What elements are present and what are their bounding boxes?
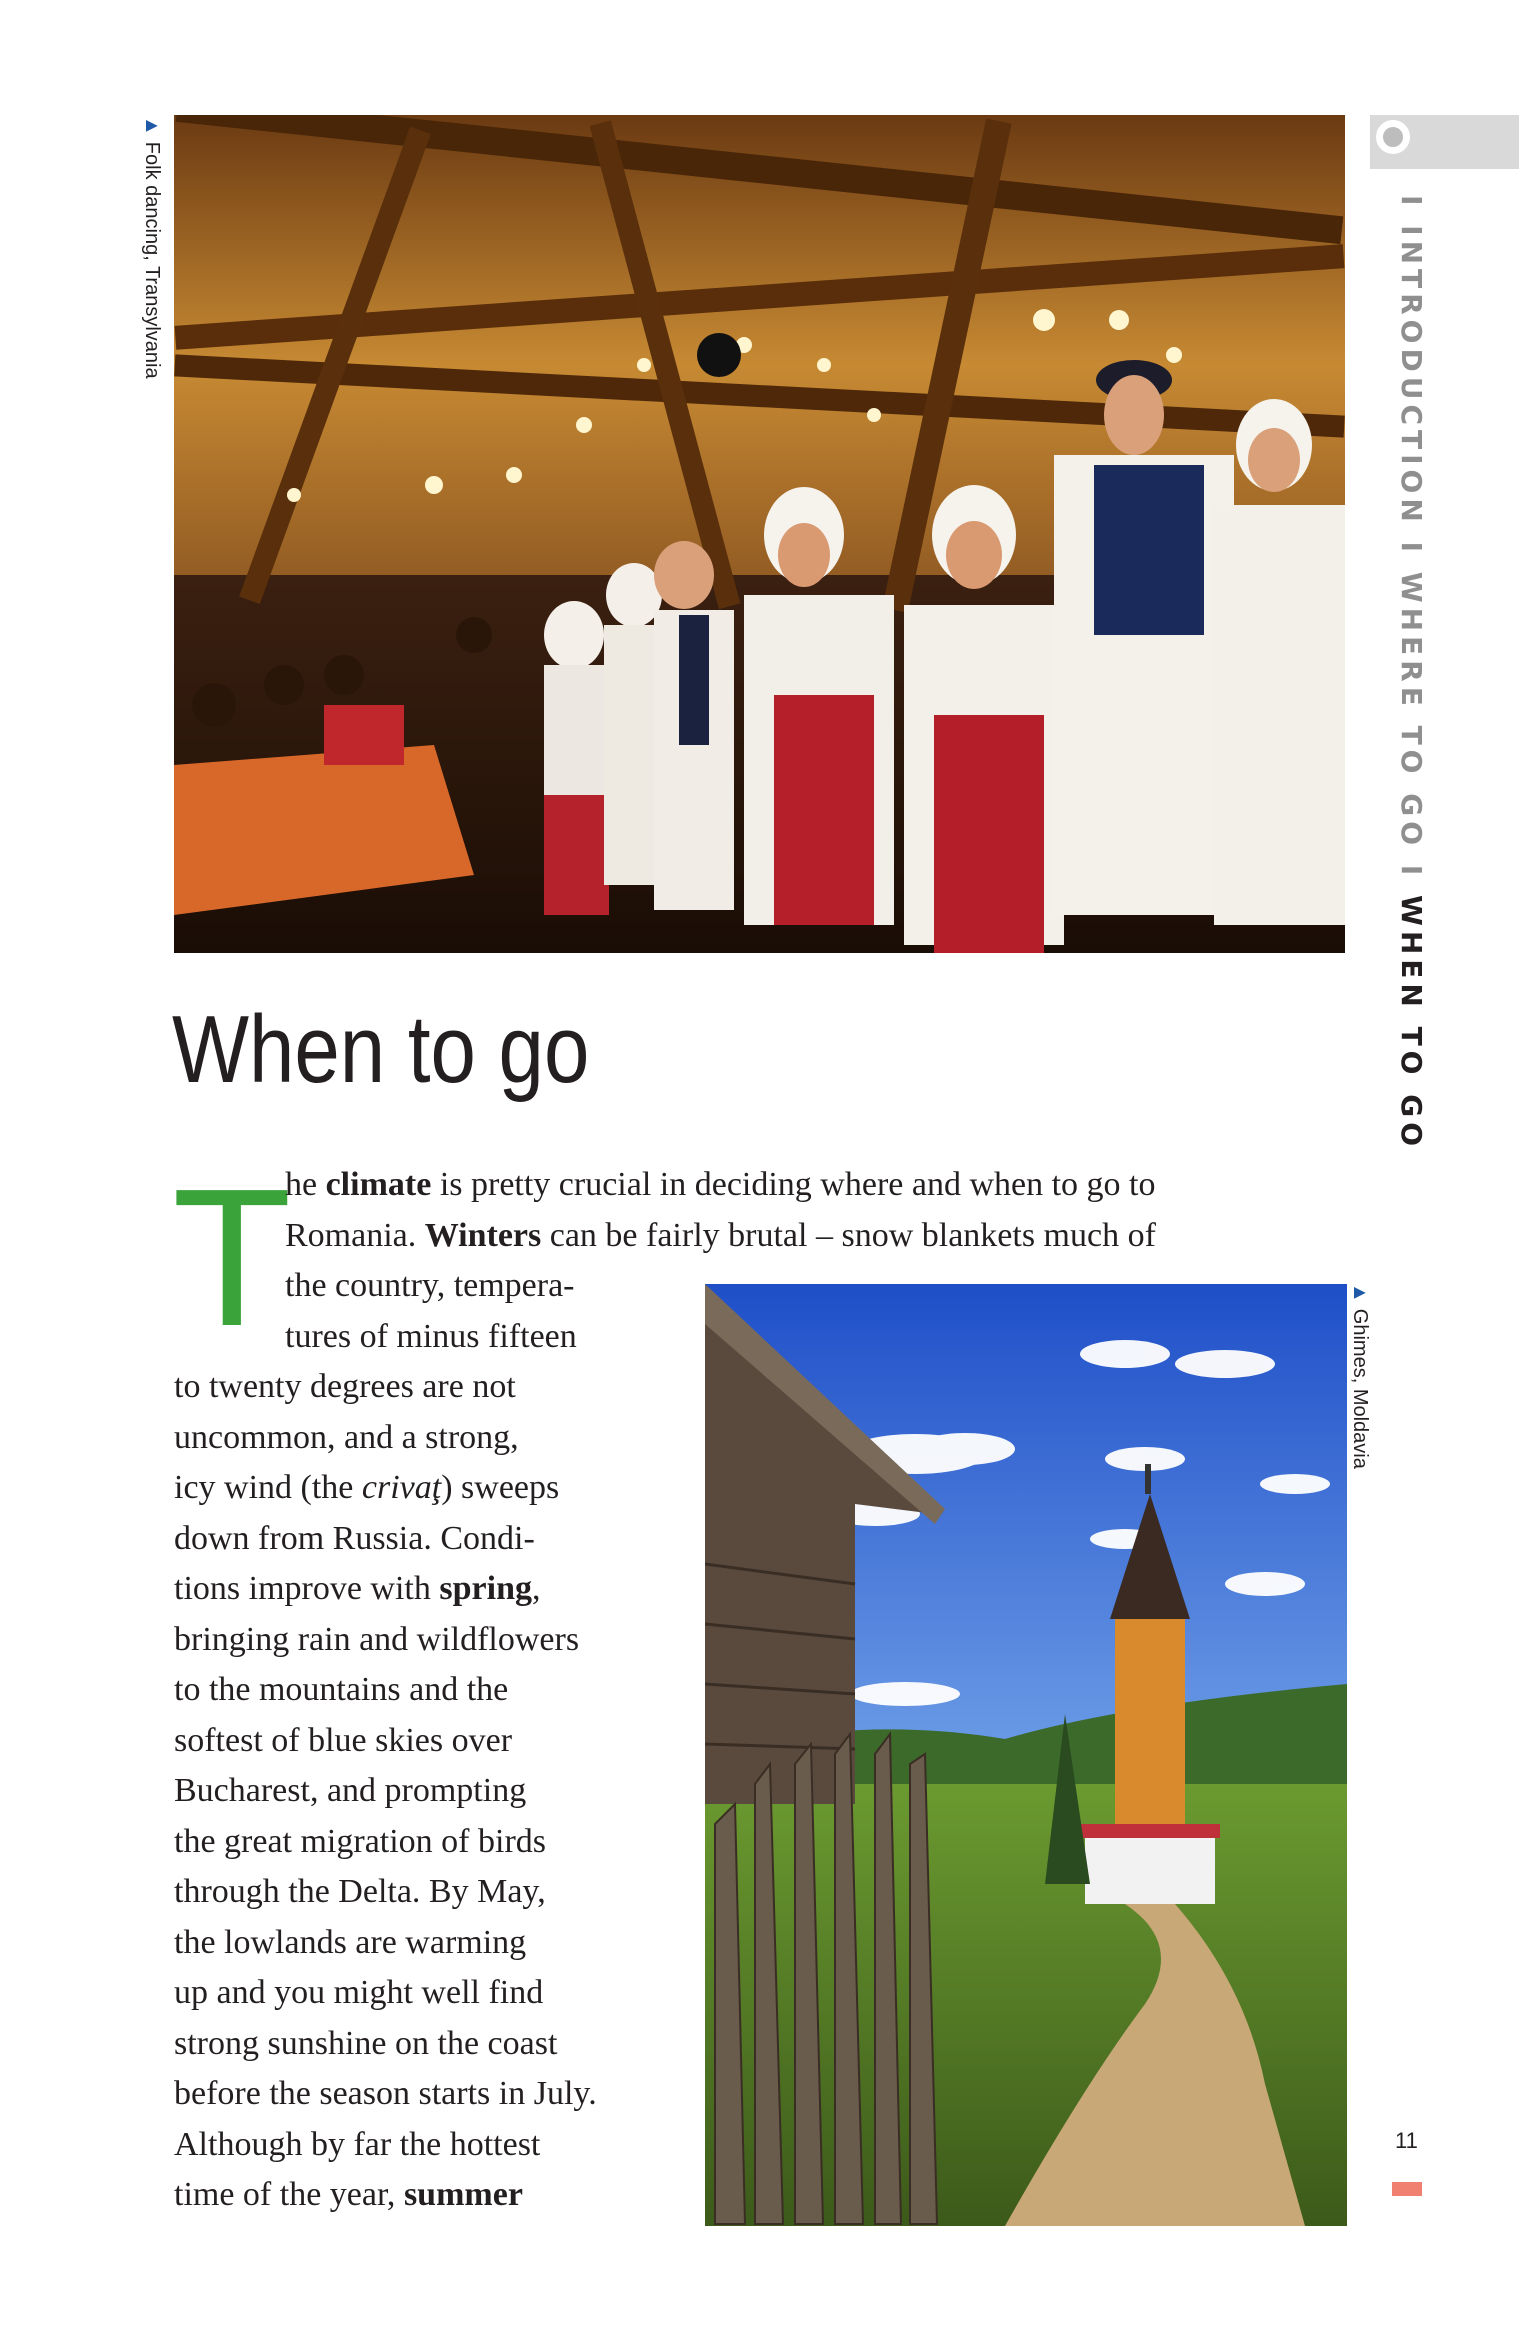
body-text-run: climate — [325, 1166, 432, 1203]
caption-triangle-icon: ▲ — [141, 116, 163, 136]
page-title: When to go — [172, 996, 590, 1103]
body-text-run: bringing rain and wildflowers — [174, 1620, 580, 1658]
body-text-run: spring — [439, 1570, 532, 1607]
body-text-run: icy wind (the — [174, 1469, 362, 1506]
body-text-run: tures of minus fifteen — [285, 1317, 577, 1355]
caption-top-text: Folk dancing, Transylvania — [141, 141, 163, 379]
caption-bottom — [1350, 1283, 1370, 1469]
body-text-run: Although by far the hottest — [174, 2125, 541, 2163]
body-line — [174, 2024, 637, 2062]
body-line — [174, 2178, 637, 2212]
body-text-run: summer — [403, 2176, 523, 2213]
body-line — [285, 1269, 637, 1303]
body-text-run: softest of blue skies over — [174, 1721, 513, 1759]
body-text-run: is pretty crucial in deciding where and when to go to — [431, 1166, 1156, 1203]
body-text-run: uncommon, and a strong, — [174, 1418, 519, 1456]
folk-dancing-photo — [174, 115, 1345, 953]
body-line — [174, 1976, 637, 2010]
body-text-run: down from Russia. Condi- — [174, 1519, 535, 1557]
ghimes-photo — [705, 1284, 1347, 2226]
body-text-run: up and you might well find — [174, 1974, 544, 2011]
running-header — [1395, 195, 1428, 1152]
body-line — [285, 1317, 637, 1355]
body-line — [174, 1418, 637, 1456]
body-text-run: to the mountains and the — [174, 1671, 509, 1708]
page-marker — [1392, 2182, 1422, 2196]
body-text-run: Winters — [424, 1216, 542, 1254]
header-current: WHEN TO GO — [1395, 894, 1428, 1152]
drop-cap: T — [172, 1148, 292, 1367]
body-line — [174, 2125, 637, 2163]
body-line — [174, 1370, 637, 1404]
body-text-run: the great migration of birds — [174, 1822, 547, 1860]
caption-top — [142, 116, 162, 379]
caption-bottom-text: Ghimes, Moldavia — [1349, 1308, 1371, 1469]
page-number: 11 — [1395, 2128, 1418, 2153]
body-text-run: strong sunshine on the coast — [174, 2024, 558, 2062]
body-text-run: can be fairly brutal – snow blankets much of — [541, 1216, 1156, 1254]
body-line — [174, 1923, 637, 1961]
body-line — [174, 1519, 637, 1557]
body-text-run: before the season starts in July. — [174, 2075, 597, 2112]
body-line — [174, 2077, 637, 2111]
header-separator: I — [1395, 541, 1428, 557]
header-separator: I — [1395, 195, 1428, 211]
body-line — [174, 1471, 637, 1505]
body-line — [174, 1875, 637, 1909]
header-section: INTRODUCTION — [1395, 225, 1428, 527]
body-text-run: he — [285, 1166, 326, 1203]
body-text-run: , — [531, 1570, 541, 1607]
body-line — [174, 1673, 637, 1707]
body-line — [285, 1216, 1355, 1254]
body-line — [174, 1721, 637, 1759]
header-subsection: WHERE TO GO — [1395, 571, 1428, 851]
body-text-run: tions improve with — [174, 1570, 440, 1607]
body-text-run: Romania. — [285, 1216, 425, 1254]
header-separator: I — [1395, 864, 1428, 881]
body-line — [174, 1774, 637, 1808]
body-text-run: the country, tempera- — [285, 1267, 575, 1304]
body-line — [174, 1620, 637, 1658]
body-line — [174, 1822, 637, 1860]
body-text-run: ) sweeps — [441, 1469, 560, 1506]
body-line — [174, 1572, 637, 1606]
body-text-run: Bucharest, and prompting — [174, 1772, 527, 1809]
section-tab-circle-icon — [1376, 120, 1410, 154]
body-text-run: the lowlands are warming — [174, 1923, 527, 1961]
body-text-run: through the Delta. By May, — [174, 1873, 546, 1910]
body-text-run: crivaţ — [361, 1469, 442, 1506]
body-text-run: to twenty degrees are not — [174, 1368, 516, 1405]
body-text-run: time of the year, — [174, 2176, 404, 2213]
caption-triangle-icon: ▲ — [1349, 1283, 1371, 1303]
body-line — [285, 1168, 1355, 1202]
